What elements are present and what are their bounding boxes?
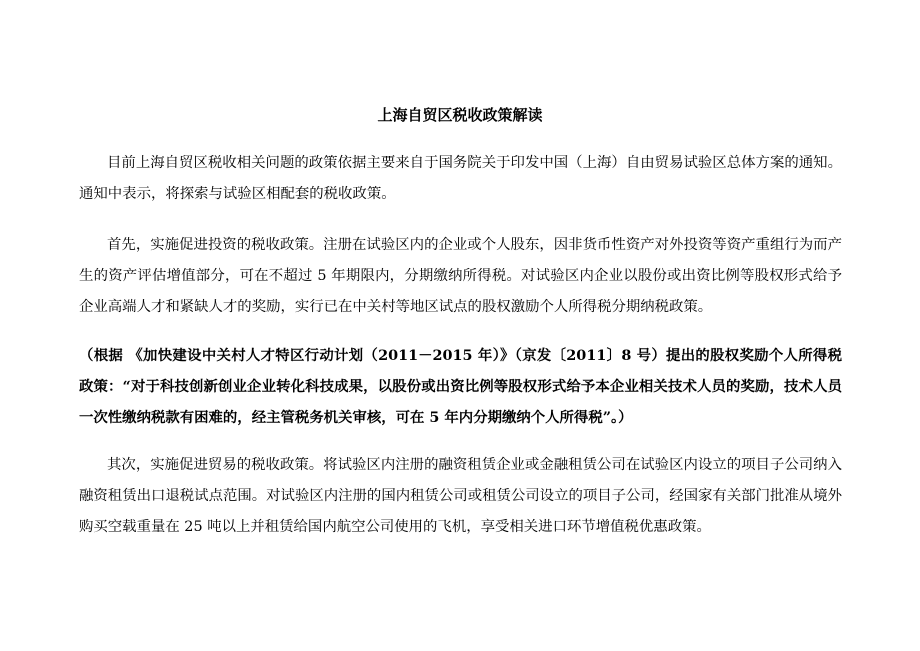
paragraph-investment-policy: 首先，实施促进投资的税收政策。注册在试验区内的企业或个人股东，因非货币性资产对外投资等资产重组行为而产生的资产评估增值部分，可在不超过 5 年期限内，分期缴纳所得税。对试验区内企业以股份或出资比例等股权形式给予企业高端人才和紧缺人才的奖励，实行已在中关村等地区试点的股权激励个人所得税分期纳税政策。 bbox=[79, 237, 842, 315]
document-title: 上海自贸区税收政策解读 bbox=[377, 106, 543, 124]
paragraph-intro: 目前上海自贸区税收相关问题的政策依据主要来自于国务院关于印发中国（上海）自由贸易试验区总体方案的通知。通知中表示，将探索与试验区相配套的税收政策。 bbox=[79, 155, 842, 202]
paragraph-trade-policy: 其次，实施促进贸易的税收政策。将试验区内注册的融资租赁企业或金融租赁公司在试验区内设立的项目子公司纳入融资租赁出口退税试点范围。对试验区内注册的国内租赁公司或租赁公司设立的项目子公司，经国家有关部门批准从境外购买空载重量在 25 吨以上并租赁给国内航空公司使用的飞机，享受相关进口环节增值税优惠政策。 bbox=[79, 457, 842, 535]
paragraph-equity-reward-note: （根据 《加快建设中关村人才特区行动计划（2011－2015 年）》（京发〔2011〕8 号）提出的股权奖励个人所得税政策：“对于科技创新创业企业转化科技成果，以股份或出资比例等股权形式给予本企业相关技术人员的奖励，技术人员一次性缴纳税款有困难的，经主管税务机关审核，可在 5 年内分期缴纳个人所得税”。） bbox=[79, 347, 842, 426]
